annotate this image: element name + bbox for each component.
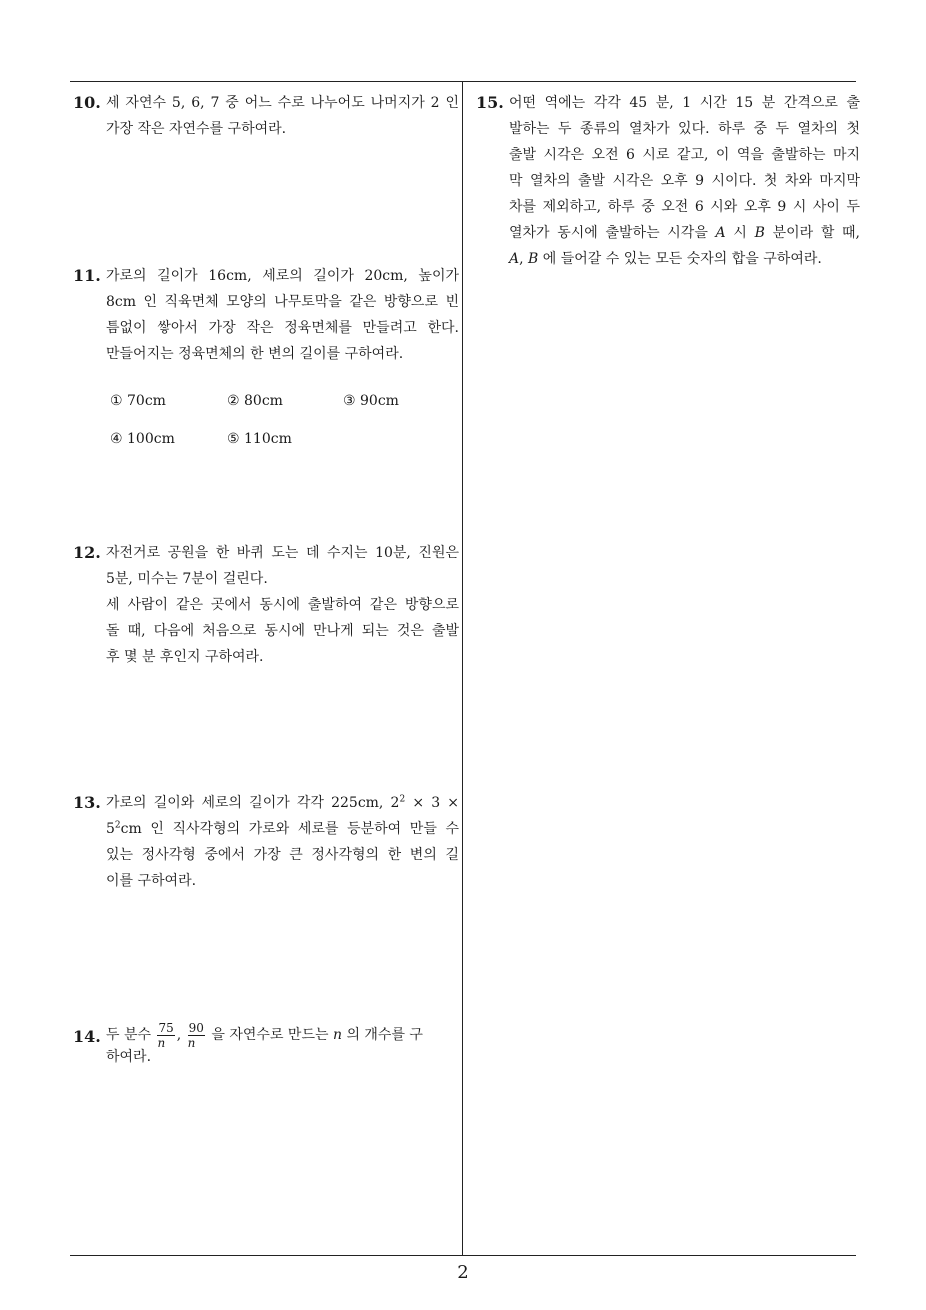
text-segment: 의 개수를 구 — [346, 1027, 423, 1043]
text-segment: 열차가 동시에 출발하는 시각을 — [509, 225, 708, 241]
fraction-denominator: n — [157, 1035, 166, 1050]
problem-text-line: 세 사람이 같은 곳에서 동시에 출발하여 같은 방향으로 — [106, 597, 459, 613]
problem-number: 12. — [73, 543, 101, 562]
math-variable: B — [754, 225, 765, 241]
problem-text-line: 어떤 역에는 각각 45 분, 1 시간 15 분 간격으로 출 — [509, 95, 860, 111]
problem-13 — [73, 790, 459, 894]
text-segment: , — [176, 1027, 182, 1043]
math-variable: A — [715, 225, 726, 241]
text-segment: 에 들어갈 수 있는 모든 숫자의 합을 구하여라. — [542, 251, 822, 267]
problem-text-line: 8cm 인 직육면체 모양의 나무토막을 같은 방향으로 빈 — [106, 294, 459, 310]
choice-3[interactable]: ③ 90cm — [343, 393, 399, 409]
problem-text-line — [106, 1020, 459, 1050]
problem-number: 10. — [73, 93, 101, 112]
text-segment: cm 인 직사각형의 가로와 세로를 등분하여 만들 수 — [120, 821, 459, 837]
text-segment: , — [519, 251, 524, 267]
problem-15 — [476, 90, 860, 272]
choice-1[interactable]: ① 70cm — [110, 393, 166, 409]
fraction-2 — [188, 1021, 205, 1050]
problem-14 — [73, 1020, 459, 1070]
problem-text-line: 세 자연수 5, 6, 7 중 어느 수로 나누어도 나머지가 2 인 — [106, 95, 459, 111]
problem-text-line: 이를 구하여라. — [106, 873, 197, 889]
column-divider — [462, 81, 463, 1255]
exponent: 2 — [114, 820, 121, 831]
math-variable: n — [332, 1027, 342, 1043]
choice-2[interactable]: ② 80cm — [227, 393, 283, 409]
page-number: 2 — [457, 1262, 469, 1283]
text-segment: 5 — [106, 821, 115, 837]
problem-number: 11. — [73, 266, 101, 285]
problem-text-line: 5분, 미수는 7분이 걸린다. — [106, 571, 268, 587]
choice-5[interactable]: ⑤ 110cm — [227, 431, 292, 447]
text-segment: 가로의 길이와 세로의 길이가 각각 225cm, 2 — [106, 795, 400, 811]
problem-11 — [73, 263, 459, 367]
top-rule — [70, 81, 856, 82]
text-segment: 두 분수 — [106, 1027, 152, 1043]
problem-text-line — [106, 816, 459, 842]
problem-10 — [73, 90, 459, 142]
fraction-1 — [157, 1021, 174, 1050]
problem-text-line: 막 열차의 출발 시각은 오후 9 시이다. 첫 차와 마지막 — [509, 173, 860, 189]
problem-text-line: 하여라. — [106, 1049, 152, 1065]
choice-4[interactable]: ④ 100cm — [110, 431, 175, 447]
problem-text-line: 발하는 두 종류의 열차가 있다. 하루 중 두 열차의 첫 — [509, 121, 860, 137]
text-segment: 분이라 할 때, — [772, 225, 860, 241]
math-variable: A — [509, 251, 520, 267]
problem-text-line: 가로의 길이가 16cm, 세로의 길이가 20cm, 높이가 — [106, 268, 459, 284]
problem-text-line: 후 몇 분 후인지 구하여라. — [106, 649, 264, 665]
problem-number: 15. — [476, 93, 504, 112]
problem-text-line: 가장 작은 자연수를 구하여라. — [106, 121, 287, 137]
problem-text-line: 틈없이 쌓아서 가장 작은 정육면체를 만들려고 한다. — [106, 320, 459, 336]
math-variable: B — [528, 251, 539, 267]
fraction-numerator: 90 — [188, 1020, 204, 1035]
problem-text-line: 차를 제외하고, 하루 중 오전 6 시와 오후 9 시 사이 두 — [509, 199, 860, 215]
fraction-denominator: n — [187, 1035, 196, 1050]
problem-text-line: 있는 정사각형 중에서 가장 큰 정사각형의 한 변의 길 — [106, 847, 459, 863]
problem-text-line: 돌 때, 다음에 처음으로 동시에 만나게 되는 것은 출발 — [106, 623, 459, 639]
text-segment: × 3 × — [405, 795, 460, 811]
problem-text-line — [509, 220, 860, 246]
problem-12 — [73, 540, 459, 670]
fraction-numerator: 75 — [158, 1020, 174, 1035]
exponent: 2 — [399, 794, 406, 805]
problem-text-line — [509, 246, 860, 272]
bottom-rule — [70, 1255, 856, 1256]
problem-text-line — [106, 790, 459, 816]
text-segment: 시 — [733, 225, 747, 241]
problem-number: 13. — [73, 793, 101, 812]
text-segment: 을 자연수로 만드는 — [211, 1027, 329, 1043]
problem-text-line: 자전거로 공원을 한 바퀴 도는 데 수지는 10분, 진원은 — [106, 545, 459, 561]
problem-text-line: 만들어지는 정육면체의 한 변의 길이를 구하여라. — [106, 346, 404, 362]
problem-number: 14. — [73, 1027, 101, 1046]
problem-text-line: 출발 시각은 오전 6 시로 같고, 이 역을 출발하는 마지 — [509, 147, 860, 163]
